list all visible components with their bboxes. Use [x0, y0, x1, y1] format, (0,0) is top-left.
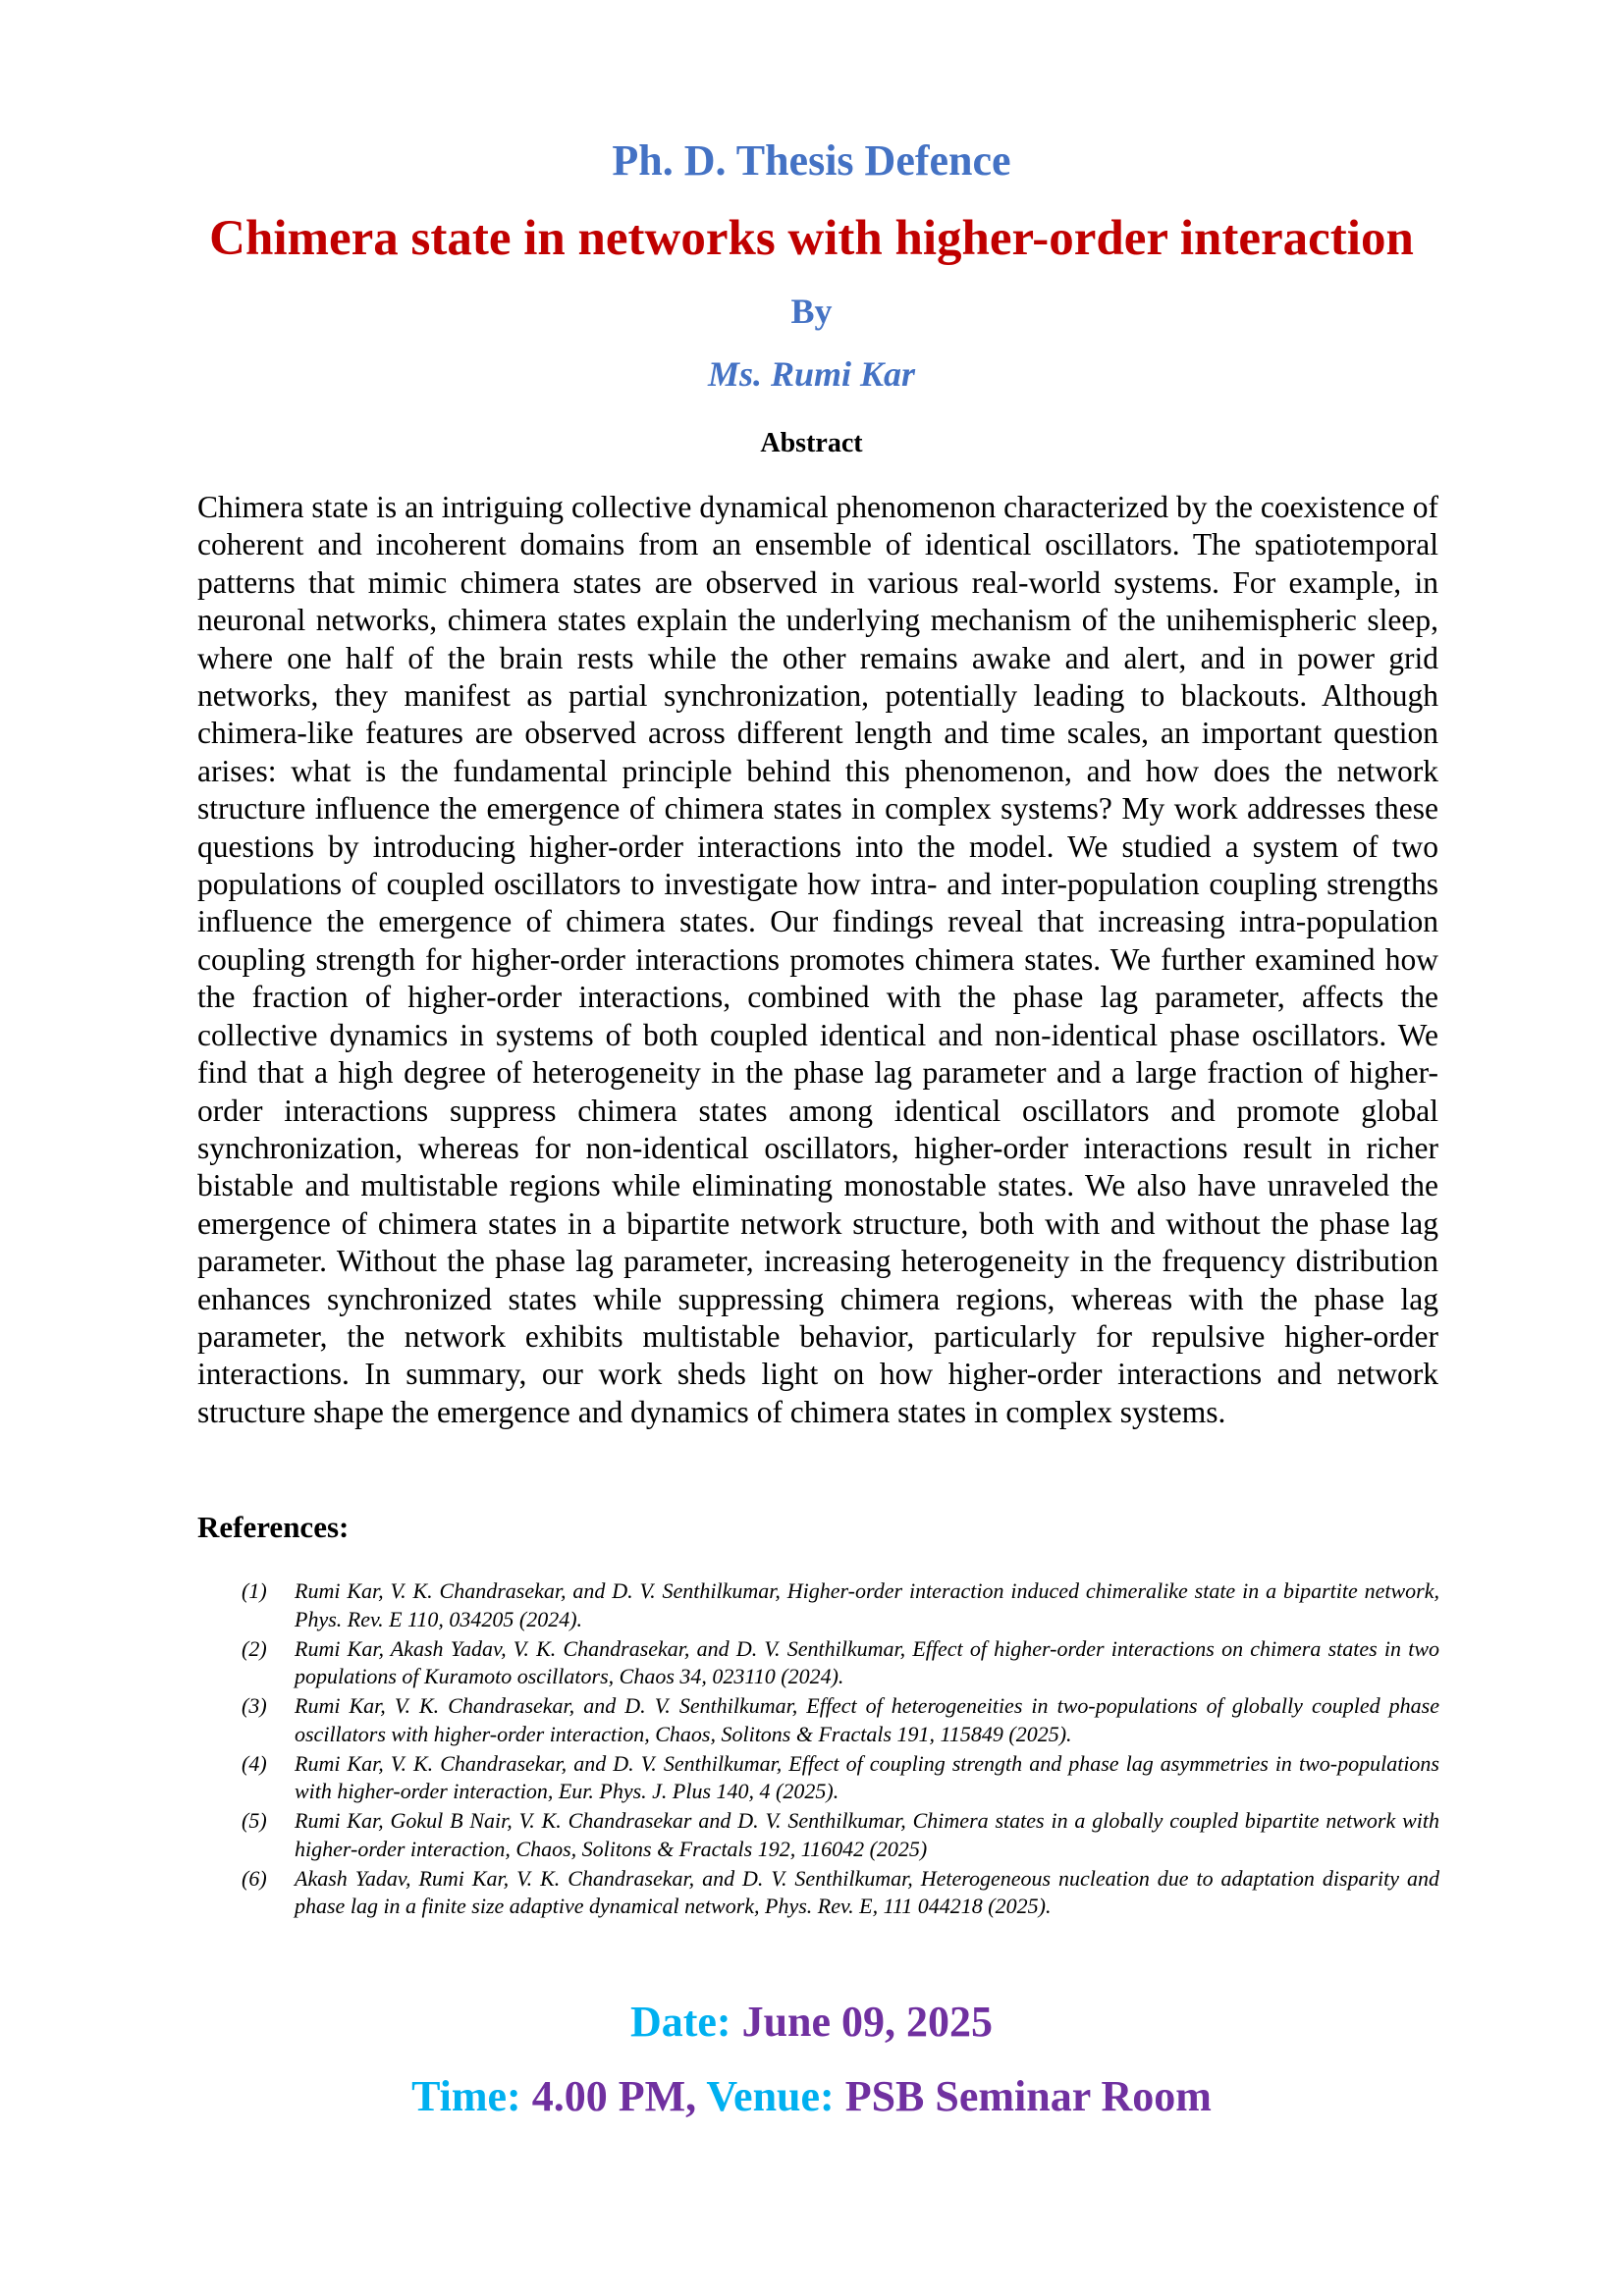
date-label: Date: — [629, 1998, 731, 2046]
reference-item — [242, 1635, 1439, 1691]
reference-number: (5) — [242, 1808, 267, 1833]
reference-number: (6) — [242, 1865, 267, 1891]
references-list — [242, 1577, 1439, 1922]
abstract-body: Chimera state is an intriguing collective dynamical phenomenon characterized by the coexistence of coherent and incoherent domains from an ensemble of identical oscillators. The spatiotemporal patterns that mimic chimera states are observed in various real-world systems. For example, in neuronal networks, chimera states explain the underlying mechanism of the unihemispheric sleep, where one half of the brain rests while the other remains awake and alert, and in power grid networks, they manifest as partial synchronization, potentially leading to blackouts. Although chimera-like features are observed across different length and time scales, an important question arises: what is the fundamental principle behind this phenomenon, and how does the network structure influence the emergence of chimera states in complex systems? My work addresses these questions by introducing higher-order interactions into the model. We studied a system of two populations of coupled oscillators to investigate how intra- and inter-population coupling strengths influence the emergence of chimera states. Our findings reveal that increasing intra-population coupling strength for higher-order interactions promotes chimera states. We further examined how the fraction of higher-order interactions, combined with the phase lag parameter, affects the collective dynamics in systems of both coupled identical and non-identical phase oscillators. We find that a high degree of heterogeneity in the phase lag parameter and a large fraction of higher-order interactions suppress chimera states among identical oscillators and promote global synchronization, whereas for non-identical oscillators, higher-order interactions result in richer bistable and multistable regions while eliminating monostable states. We also have unraveled the emergence of chimera states in a bipartite network structure, both with and without the phase lag parameter. Without the phase lag parameter, increasing heterogeneity in the frequency distribution enhances synchronized states while suppressing chimera regions, whereas with the phase lag parameter, the network exhibits multistable behavior, particularly for repulsive higher-order interactions. In summary, our work sheds light on how higher-order interactions and network structure shape the emergence and dynamics of chimera states in complex systems. — [197, 490, 1438, 1429]
author-name: Ms. Rumi Kar — [707, 354, 916, 394]
thesis-title: Chimera state in networks with higher-order interaction — [209, 211, 1414, 266]
reference-text: Rumi Kar, Akash Yadav, V. K. Chandrasekar, and D. V. Senthilkumar, Effect of higher-order interactions on chimera states in two populations of Kuramoto oscillators, Chaos 34, 023110 (2024). — [295, 1635, 1439, 1688]
reference-text: Akash Yadav, Rumi Kar, V. K. Chandrasekar, and D. V. Senthilkumar, Heterogeneous nucleation due to adaptation disparity and phase lag in a finite size adaptive dynamical network, Phys. Rev. E, 111 044218 (2025). — [295, 1865, 1439, 1918]
event-heading: Ph. D. Thesis Defence — [612, 136, 1011, 185]
date-value: June 09, 2025 — [741, 1998, 994, 2046]
reference-item — [242, 1865, 1439, 1921]
date-line — [0, 1997, 1623, 2047]
reference-number: (4) — [242, 1750, 267, 1776]
reference-text: Rumi Kar, V. K. Chandrasekar, and D. V. Senthilkumar, Effect of heterogeneities in two-populations of globally coupled phase oscillators with higher-order interaction, Chaos, Solitons & Fractals 191, 115849 (2025). — [295, 1693, 1439, 1746]
references-heading: References: — [197, 1510, 350, 1544]
reference-item — [242, 1750, 1439, 1806]
reference-number: (3) — [242, 1693, 267, 1718]
time-venue-line — [0, 2071, 1623, 2121]
reference-text: Rumi Kar, V. K. Chandrasekar, and D. V. Senthilkumar, Higher-order interaction induced chimeralike state in a bipartite network, Phys. Rev. E 110, 034205 (2024). — [295, 1578, 1439, 1631]
time-label: Time: — [411, 2072, 521, 2120]
venue-label: Venue: — [706, 2072, 835, 2120]
abstract-heading: Abstract — [760, 428, 863, 458]
reference-number: (1) — [242, 1578, 267, 1603]
reference-number: (2) — [242, 1635, 267, 1661]
reference-text: Rumi Kar, Gokul B Nair, V. K. Chandrasekar and D. V. Senthilkumar, Chimera states in a globally coupled bipartite network with higher-order interaction, Chaos, Solitons & Fractals 192, 116042 (2025) — [295, 1808, 1439, 1861]
time-value: 4.00 PM, — [531, 2072, 697, 2120]
by-label: By — [790, 292, 833, 331]
reference-item — [242, 1577, 1439, 1633]
reference-item — [242, 1807, 1439, 1863]
venue-value: PSB Seminar Room — [844, 2072, 1212, 2120]
reference-text: Rumi Kar, V. K. Chandrasekar, and D. V. Senthilkumar, Effect of coupling strength and phase lag asymmetries in two-populations with higher-order interaction, Eur. Phys. J. Plus 140, 4 (2025). — [295, 1750, 1439, 1803]
reference-item — [242, 1692, 1439, 1748]
